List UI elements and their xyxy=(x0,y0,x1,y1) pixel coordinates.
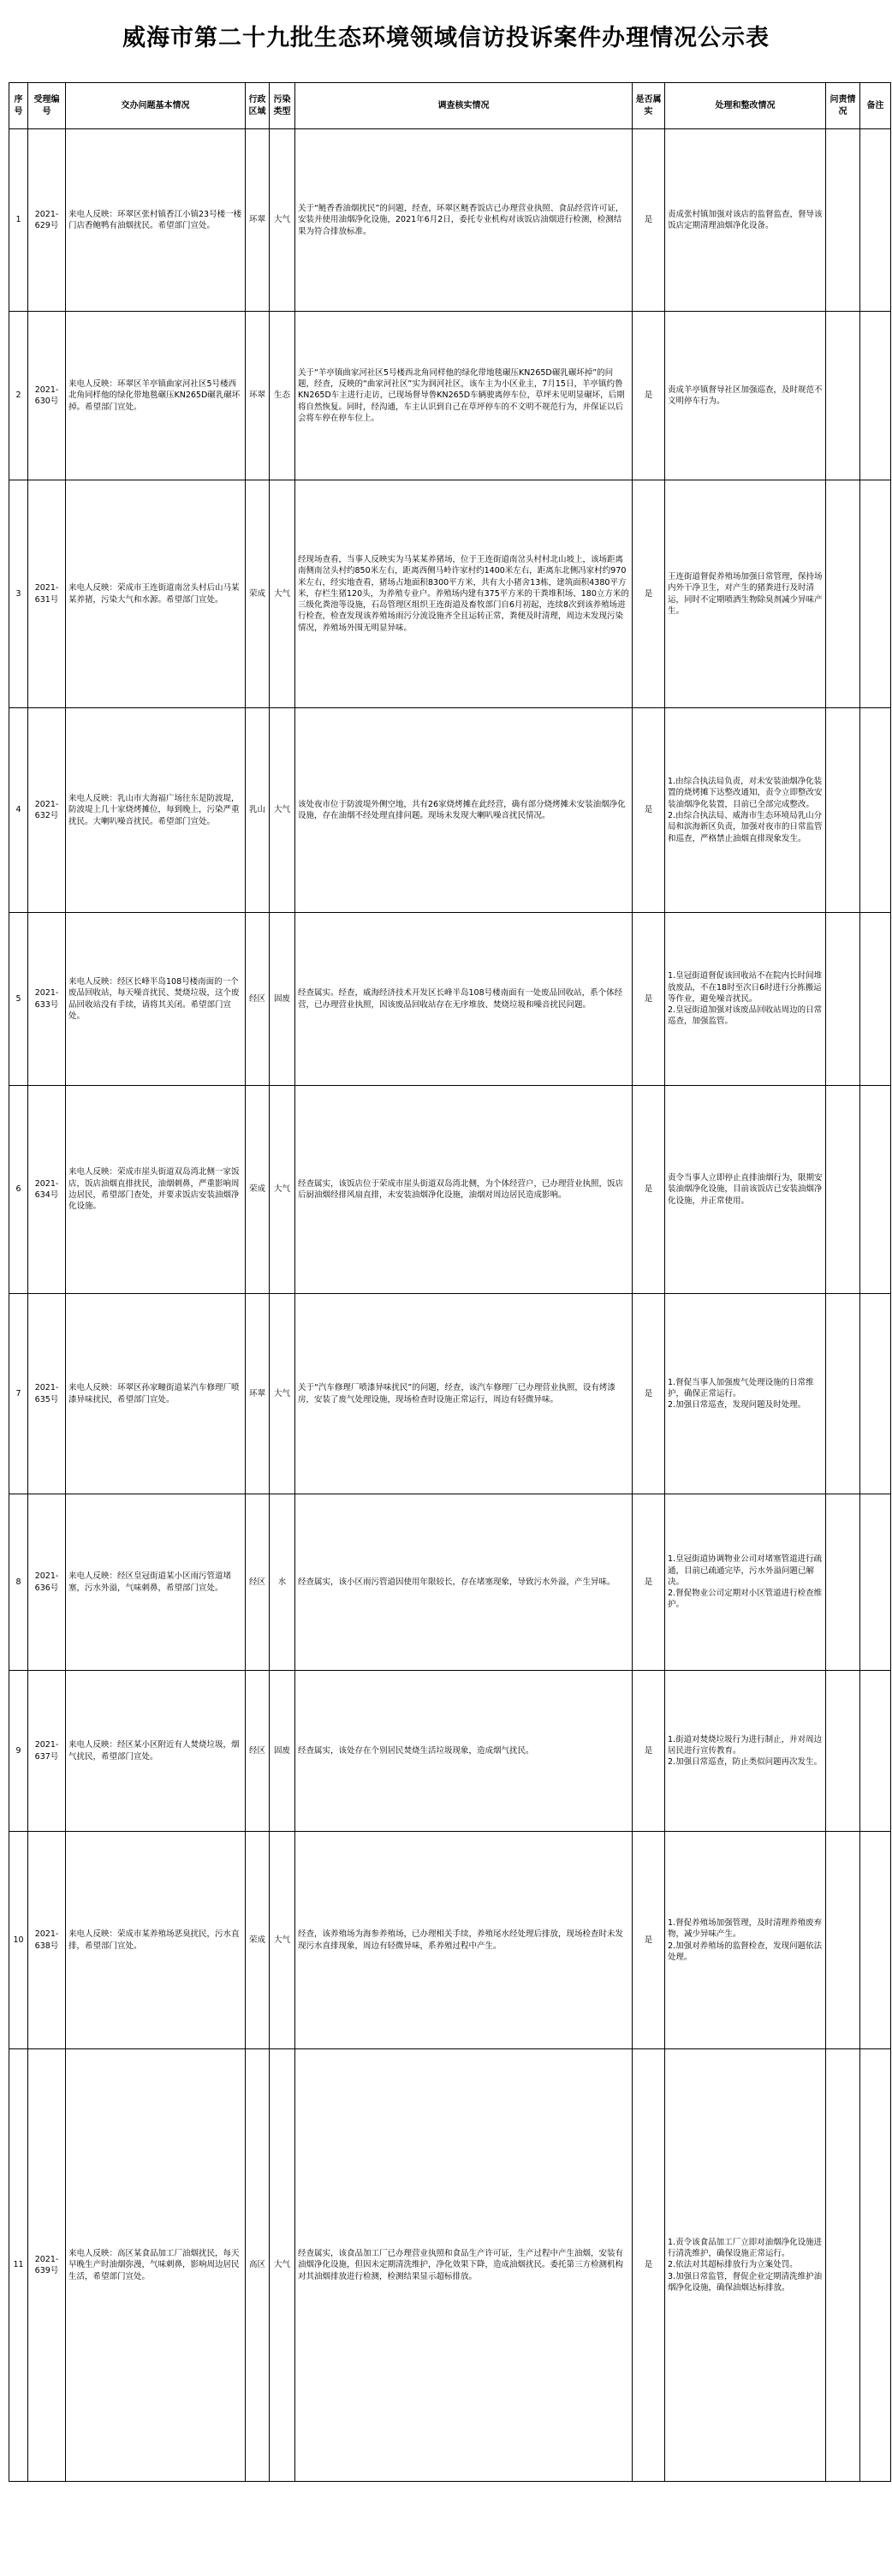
cell-problem: 来电人反映：经区某小区附近有人焚烧垃圾，烟气扰民，希望部门宣处。 xyxy=(66,1671,246,1832)
cell-valid: 是 xyxy=(633,129,665,312)
cell-remarks xyxy=(860,1494,891,1671)
cell-type: 固废 xyxy=(270,1671,295,1832)
cell-remarks xyxy=(860,1832,891,2049)
cell-area: 经区 xyxy=(246,1671,270,1832)
header-valid: 是否属实 xyxy=(633,83,665,129)
cell-problem: 来电人反映：环翠区张村镇香江小镇23号楼一楼门店香鲍鸭有油烟扰民。希望部门宣处。 xyxy=(66,129,246,312)
cell-no: 1 xyxy=(9,129,28,312)
cell-id: 2021-631号 xyxy=(28,480,66,708)
header-id: 受理编号 xyxy=(28,83,66,129)
cell-id: 2021-638号 xyxy=(28,1832,66,2049)
cell-id: 2021-637号 xyxy=(28,1671,66,1832)
header-problem: 交办问题基本情况 xyxy=(66,83,246,129)
cell-valid: 是 xyxy=(633,480,665,708)
cell-handling: 责令当事人立即停止直排油烟行为，限期安装油烟净化设施，目前该饭店已安装油烟净化设施，并正常使用。 xyxy=(665,1086,826,1294)
cell-remarks xyxy=(860,1294,891,1494)
cell-no: 7 xyxy=(9,1294,28,1494)
table-row xyxy=(9,1671,891,1832)
cell-area: 环翠 xyxy=(246,312,270,480)
cell-type: 大气 xyxy=(270,708,295,913)
cell-no: 3 xyxy=(9,480,28,708)
cell-valid: 是 xyxy=(633,1294,665,1494)
cell-problem: 来电人反映：环翠区孙家疃街道某汽车修理厂喷漆异味扰民，希望部门宣处。 xyxy=(66,1294,246,1494)
cell-type: 大气 xyxy=(270,1294,295,1494)
cell-no: 9 xyxy=(9,1671,28,1832)
cell-remarks xyxy=(860,1671,891,1832)
header-remarks: 备注 xyxy=(860,83,891,129)
cell-handling: 1.皇冠街道协调物业公司对堵塞管道进行疏通，目前已疏通完毕，污水外溢问题已解决。 2.督促物业公司定期对小区管道进行检查维护。 xyxy=(665,1494,826,1671)
header-accountability: 问责情况 xyxy=(826,83,860,129)
cell-area: 环翠 xyxy=(246,129,270,312)
cell-no: 2 xyxy=(9,312,28,480)
cell-accountability xyxy=(826,913,860,1086)
table-row xyxy=(9,2049,891,2482)
cell-no: 11 xyxy=(9,2049,28,2482)
cell-accountability xyxy=(826,1294,860,1494)
cell-valid: 是 xyxy=(633,1086,665,1294)
cell-type: 大气 xyxy=(270,2049,295,2482)
cell-type: 生态 xyxy=(270,312,295,480)
complaint-table xyxy=(9,82,891,2482)
cell-valid: 是 xyxy=(633,1494,665,1671)
cell-problem: 来电人反映：高区某食品加工厂油烟扰民，每天早晚生产时油烟弥漫，气味刺鼻，影响周边居民生活，希望部门宣处。 xyxy=(66,2049,246,2482)
cell-investigation: 经查属实，该小区雨污管道因使用年限较长，存在堵塞现象，导致污水外溢，产生异味。 xyxy=(295,1494,633,1671)
cell-investigation: 关于“汽车修理厂喷漆异味扰民”的问题，经查，该汽车修理厂已办理营业执照，设有烤漆房，安装了废气处理设施，现场检查时设施正常运行，周边有轻微异味。 xyxy=(295,1294,633,1494)
cell-valid: 是 xyxy=(633,1832,665,2049)
cell-no: 4 xyxy=(9,708,28,913)
cell-handling: 1.责令该食品加工厂立即对油烟净化设施进行清洗维护，确保设施正常运行。 2.依法对其超标排放行为立案处罚。 3.加强日常监管，督促企业定期清洗维护油烟净化设施，确保油烟达标排放。 xyxy=(665,2049,826,2482)
table-row xyxy=(9,1832,891,2049)
cell-investigation: 经查，该养殖场为海参养殖场，已办理相关手续，养殖尾水经处理后排放，现场检查时未发现污水直排现象，周边有轻微异味，系养殖过程中产生。 xyxy=(295,1832,633,2049)
cell-valid: 是 xyxy=(633,913,665,1086)
cell-handling: 1.街道对焚烧垃圾行为进行制止，并对周边居民进行宣传教育。 2.加强日常巡查，防止类似问题再次发生。 xyxy=(665,1671,826,1832)
cell-valid: 是 xyxy=(633,1671,665,1832)
cell-handling: 1.皇冠街道督促该回收站不在院内长时间堆放废品，不在18时至次日6时进行分拣搬运等作业，避免噪音扰民。 2.皇冠街道加强对该废品回收站周边的日常巡查，加强监管。 xyxy=(665,913,826,1086)
cell-no: 8 xyxy=(9,1494,28,1671)
header-type: 污染类型 xyxy=(270,83,295,129)
cell-handling: 1.由综合执法局负责，对未安装油烟净化装置的烧烤摊下达整改通知，责令立即整改安装油烟净化装置，目前已全部完成整改。 2.由综合执法局、威海市生态环境局乳山分局和滨海新区负责，加强对夜市的日常监管和巡查，严格禁止油烟直排现象发生。 xyxy=(665,708,826,913)
cell-id: 2021-632号 xyxy=(28,708,66,913)
table-row xyxy=(9,480,891,708)
header-investigation: 调查核实情况 xyxy=(295,83,633,129)
cell-no: 6 xyxy=(9,1086,28,1294)
cell-remarks xyxy=(860,480,891,708)
cell-area: 荣成 xyxy=(246,1832,270,2049)
cell-valid: 是 xyxy=(633,312,665,480)
cell-accountability xyxy=(826,1832,860,2049)
cell-valid: 是 xyxy=(633,2049,665,2482)
cell-no: 10 xyxy=(9,1832,28,2049)
cell-remarks xyxy=(860,312,891,480)
cell-problem: 来电人反映：经区长峰半岛108号楼南面的一个废品回收站，每天噪音扰民、焚烧垃圾，这个废品回收站没有手续，请将其关闭。希望部门宣处。 xyxy=(66,913,246,1086)
cell-problem: 来电人反映：乳山市大海福广场往东是防波堤，防波堤上几十家烧烤摊位，每到晚上，污染严重扰民。大喇叭噪音扰民。希望部门宣处。 xyxy=(66,708,246,913)
cell-no: 5 xyxy=(9,913,28,1086)
cell-investigation: 经查属实。经查，威海经济技术开发区长峰半岛108号楼南面有一处废品回收站，系个体经营，已办理营业执照，因该废品回收站存在无序堆放、焚烧垃圾和噪音扰民问题。 xyxy=(295,913,633,1086)
cell-area: 环翠 xyxy=(246,1294,270,1494)
cell-id: 2021-639号 xyxy=(28,2049,66,2482)
cell-type: 水 xyxy=(270,1494,295,1671)
cell-remarks xyxy=(860,708,891,913)
cell-problem: 来电人反映：荣成市崖头街道双岛湾北侧一家饭店，饭店油烟直排扰民，油烟刺鼻，严重影响周边居民，希望部门查处，并要求饭店安装油烟净化设施。 xyxy=(66,1086,246,1294)
cell-id: 2021-635号 xyxy=(28,1294,66,1494)
cell-id: 2021-634号 xyxy=(28,1086,66,1294)
cell-investigation: 经现场查看，当事人反映实为马某某养猪场，位于王连街道南岔头村村北山坡上，该场距离南侧南岔头村约850米左右，距离西侧马岭许家村约1400米左右，距离东北侧冯家村约970米左右，经实地查看，猪场占地面积8300平方米，共有大小猪舍13栋，建筑面积4380平方米，存栏生猪120头，为养殖专业户。养殖场内建有375平方米的干粪堆积场、180立方米的三级化粪池等设施，石岛管理区组织王连街道及畜牧部门自6月初起，连续8次到该养殖场进行检查，检查发现该养殖场雨污分流设施齐全且运转正常，粪便及时清理，周边未发现污染情况，养殖场外围无明显异味。 xyxy=(295,480,633,708)
table-row xyxy=(9,913,891,1086)
cell-accountability xyxy=(826,480,860,708)
cell-handling: 1.督促当事人加强废气处理设施的日常维护，确保正常运行。 2.加强日常巡查，发现问题及时处理。 xyxy=(665,1294,826,1494)
cell-accountability xyxy=(826,1671,860,1832)
cell-remarks xyxy=(860,913,891,1086)
table-row xyxy=(9,708,891,913)
cell-accountability xyxy=(826,708,860,913)
cell-investigation: 关于“鲢香香油烟扰民”的问题，经查，环翠区鲢香饭店已办理营业执照、食品经营许可证，安装并使用油烟净化设施，2021年6月2日，委托专业机构对该饭店油烟进行检测，检测结果为符合排放标准。 xyxy=(295,129,633,312)
cell-area: 经区 xyxy=(246,913,270,1086)
cell-problem: 来电人反映：荣成市某养殖场恶臭扰民，污水直排，希望部门宣处。 xyxy=(66,1832,246,2049)
cell-area: 荣成 xyxy=(246,1086,270,1294)
cell-handling: 王连街道督促养殖场加强日常管理，保持场内外干净卫生，对产生的猪粪进行及时清运，同时不定期喷洒生物除臭剂减少异味产生。 xyxy=(665,480,826,708)
page-title: 威海市第二十九批生态环境领域信访投诉案件办理情况公示表 xyxy=(122,25,770,51)
cell-problem: 来电人反映：荣成市王连街道南岔头村后山马某某养猪，污染大气和水源。希望部门宣处。 xyxy=(66,480,246,708)
table-row xyxy=(9,129,891,312)
cell-investigation: 经查属实，该饭店位于荣成市崖头街道双岛湾北侧，为个体经营户，已办理营业执照，饭店后厨油烟经排风扇直排，未安装油烟净化设施，油烟对周边居民造成影响。 xyxy=(295,1086,633,1294)
cell-accountability xyxy=(826,1494,860,1671)
header-no: 序号 xyxy=(9,83,28,129)
table-header-row xyxy=(9,83,891,129)
cell-type: 大气 xyxy=(270,1086,295,1294)
cell-id: 2021-630号 xyxy=(28,312,66,480)
cell-accountability xyxy=(826,2049,860,2482)
cell-problem: 来电人反映：经区皇冠街道某小区雨污管道堵塞，污水外溢，气味刺鼻，希望部门宣处。 xyxy=(66,1494,246,1671)
cell-area: 荣成 xyxy=(246,480,270,708)
cell-problem: 来电人反映：环翠区羊亭镇曲家河社区5号楼西北角同样他的绿化带地毯碾压KN265D碾乳碾坏掉。希望部门宣处。 xyxy=(66,312,246,480)
cell-type: 大气 xyxy=(270,1832,295,2049)
cell-type: 大气 xyxy=(270,129,295,312)
table-row xyxy=(9,1494,891,1671)
header-area: 行政区域 xyxy=(246,83,270,129)
table-row xyxy=(9,1086,891,1294)
cell-type: 固废 xyxy=(270,913,295,1086)
cell-area: 经区 xyxy=(246,1494,270,1671)
cell-investigation: 关于“羊亭镇曲家河社区5号楼西北角同样他的绿化带地毯碾压KN265D碾乳碾坏掉”的问题，经查，反映的“曲家河社区”实为润河社区，该车主为小区业主，7月15日，羊亭镇约鲁KN265D车主进行走访，已现场督导鲁KN265D车辆驶离停车位，草坪未见明显碾坏，后期将自然恢复。同时，经沟通，车主认识到自己在草坪停车的不文明不规范行为，并保证以后会将车停在停车位上。 xyxy=(295,312,633,480)
cell-investigation: 经查属实，该食品加工厂已办理营业执照和食品生产许可证，生产过程中产生油烟，安装有油烟净化设施，但因未定期清洗维护，净化效果下降，造成油烟扰民。委托第三方检测机构对其油烟排放进行检测，检测结果显示超标排放。 xyxy=(295,2049,633,2482)
cell-handling: 责成羊亭镇督导社区加强巡查，及时规范不文明停车行为。 xyxy=(665,312,826,480)
cell-id: 2021-629号 xyxy=(28,129,66,312)
header-handling: 处理和整改情况 xyxy=(665,83,826,129)
cell-remarks xyxy=(860,2049,891,2482)
cell-type: 大气 xyxy=(270,480,295,708)
table-row xyxy=(9,312,891,480)
cell-handling: 责成张村镇加强对该店的监督监查，督导该饭店定期清理油烟净化设备。 xyxy=(665,129,826,312)
cell-accountability xyxy=(826,1086,860,1294)
cell-valid: 是 xyxy=(633,708,665,913)
table-row xyxy=(9,1294,891,1494)
cell-remarks xyxy=(860,129,891,312)
cell-area: 高区 xyxy=(246,2049,270,2482)
cell-investigation: 该处夜市位于防波堤外侧空地，共有26家烧烤摊在此经营，确有部分烧烤摊未安装油烟净化设施，存在油烟不经处理直排问题。现场未发现大喇叭噪音扰民情况。 xyxy=(295,708,633,913)
cell-handling: 1.督促养殖场加强管理，及时清理养殖废弃物，减少异味产生。 2.加强对养殖场的监督检查，发现问题依法处理。 xyxy=(665,1832,826,2049)
cell-area: 乳山 xyxy=(246,708,270,913)
cell-accountability xyxy=(826,129,860,312)
cell-id: 2021-636号 xyxy=(28,1494,66,1671)
cell-remarks xyxy=(860,1086,891,1294)
cell-id: 2021-633号 xyxy=(28,913,66,1086)
cell-accountability xyxy=(826,312,860,480)
cell-investigation: 经查属实，该处存在个别居民焚烧生活垃圾现象，造成烟气扰民。 xyxy=(295,1671,633,1832)
